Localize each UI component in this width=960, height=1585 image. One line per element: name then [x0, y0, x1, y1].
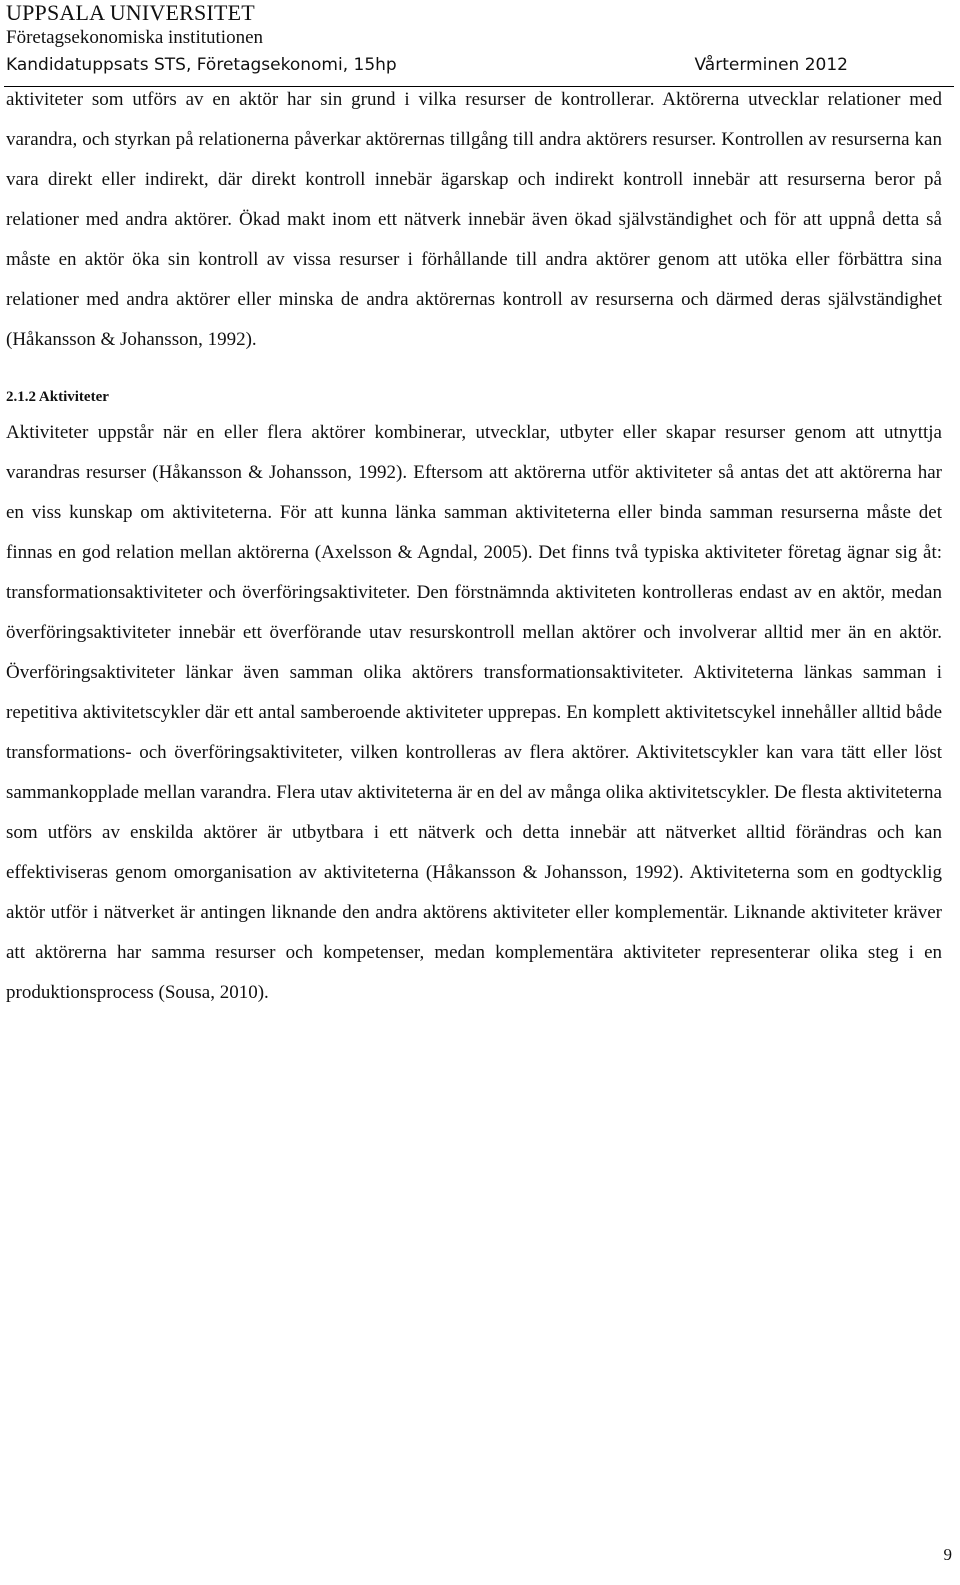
- course-row: [6, 53, 954, 77]
- section-heading: 2.1.2 Aktiviteter: [6, 389, 109, 405]
- paragraph-actors-resources: aktiviteter som utförs av en aktör har sin grund i vilka resurser de kontrollerar. Aktörerna utvecklar relationer med varandra, och styrkan på relationerna påverkar aktörernas tillgång till andra aktörers resurser. Kontrollen av resurserna kan vara direkt eller indirekt, där direkt kontroll innebär ägarskap och indirekt kontroll innebär att resurserna beror på relationer med andra aktörer. Ökad makt inom ett nätverk innebär även ökad självständighet och för att uppnå detta så måste en aktör öka sin kontroll av vissa resurser i förhållande till andra aktörer genom att utöka eller förbättra sina relationer med andra aktörer eller minska de andra aktörernas kontroll av resurserna och därmed deras självständighet (Håkansson & Johansson, 1992).: [6, 89, 942, 350]
- page-header: [6, 0, 954, 77]
- page-number: 9: [943, 1545, 952, 1564]
- course-title: Kandidatuppsats STS, Företagsekonomi, 15hp: [6, 55, 397, 75]
- term-label: Vårterminen 2012: [694, 55, 848, 75]
- university-name: UPPSALA UNIVERSITET: [6, 0, 255, 25]
- document-body: [6, 80, 942, 1013]
- paragraph-activities: Aktiviteter uppstår när en eller flera aktörer kombinerar, utvecklar, utbyter eller skapar resurser genom att utnyttja varandras resurser (Håkansson & Johansson, 1992). Eftersom att aktörerna utför aktiviteter så antas det att aktörerna har en viss kunskap om aktiviteterna. För att kunna länka samman aktiviteterna eller binda samman resurserna måste det finnas en god relation mellan aktörerna (Axelsson & Agndal, 2005). Det finns två typiska aktiviteter företag ägnar sig åt: transformationsaktiviteter och överföringsaktiviteter. Den förstnämnda aktiviteten kontrolleras endast av en aktör, medan överföringsaktiviteter innebär ett överförande utav resurskontroll mellan aktörer och involverar alltid mer än en aktör. Överföringsaktiviteter länkar även samman olika aktörers transformationsaktiviteter. Aktiviteterna länkas samman i repetitiva aktivitetscykler där ett antal samberoende aktiviteter upprepas. En komplett aktivitetscykel innehåller alltid både transformations- och överföringsaktiviteter, vilken kontrolleras av flera aktörer. Aktivitetscykler kan vara tätt eller löst sammankopplade mellan varandra. Flera utav aktiviteterna är en del av många olika aktivitetscykler. De flesta aktiviteterna som utförs av enskilda aktörer är utbytbara i ett nätverk och detta innebär att nätverket alltid förändras och kan effektiviseras genom omorganisation av aktiviteterna (Håkansson & Johansson, 1992). Aktiviteterna som en godtycklig aktör utför i nätverket är antingen liknande den andra aktörens aktiviteter eller komplementär. Liknande aktiviteter kräver att aktörerna har samma resurser och kompetenser, medan komplementära aktiviteter representerar olika steg i en produktionsprocess (Sousa, 2010).: [6, 422, 942, 1003]
- institution-name: Företagsekonomiska institutionen: [6, 27, 264, 48]
